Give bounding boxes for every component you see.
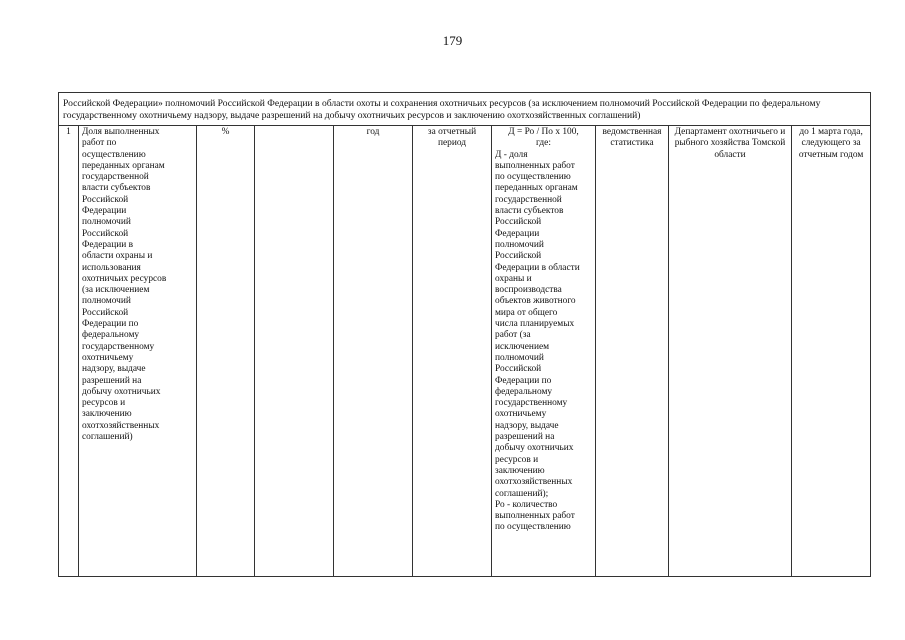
period-cell: за отчетный период [413,126,492,577]
text-line: государственному [82,341,155,352]
text-line: добычу охотничьих [82,386,161,397]
text-line: соглашений); [495,488,549,499]
text-line: Федерации в [82,239,134,250]
text-line: федеральному [495,386,553,397]
text-line: полномочий [82,296,131,307]
text-line: добычу охотничьих [495,443,574,454]
text-line: государственной [495,194,562,205]
text-line: работ (за [495,330,531,341]
text-line: Российской [82,194,129,205]
text-line: мира от общего [495,307,558,318]
indicator-table [58,92,871,577]
text-line: Д - доля [495,149,528,160]
text-line: Федерации [495,228,540,239]
text-line: полномочий [495,239,544,250]
indicator-name-cell [79,126,197,577]
empty-cell [255,126,334,577]
text-line: выполненных работ [495,160,575,171]
text-line: охотхозяйственных [495,477,573,488]
formula-cell [492,126,596,577]
text-line: государственному [495,398,568,409]
text-line: охотхозяйственных [82,420,160,431]
text-line: Российской [82,307,129,318]
deadline-cell: до 1 марта года, следующего за отчетным годом [792,126,871,577]
text-line: разрешений на [495,432,555,443]
text-line: Ро - количество [495,499,558,510]
section-header-row [59,93,871,126]
text-line: воспроизводства [495,285,562,296]
text-line: заключению [495,465,545,476]
text-line: Федерации по [495,375,552,386]
text-line: выполненных работ [495,511,575,522]
text-line: (за исключением [82,285,150,296]
section-header-cell: Российской Федерации» полномочий Российской Федерации в области охоты и сохранения охотничьих ресурсов (за исключением полномочий Российской Федерации по федеральному государственному охотничьему надзору, выдаче разрешений на добычу охотничьих ресурсов и заключению охотхозяйственных соглашений) [59,93,871,126]
text-line: числа планируемых [495,319,575,330]
text-line: надзору, выдаче [495,420,559,431]
text-line: охотничьему [82,352,134,363]
text-line: осуществлению [82,149,146,160]
source-cell: ведомственная статистика [596,126,669,577]
formula-where: где: [536,138,551,149]
text-line: надзору, выдаче [82,364,146,375]
text-line: полномочий [495,352,544,363]
text-line: по осуществлению [495,522,571,533]
text-line: охраны и [495,273,532,284]
text-line: полномочий [82,217,131,228]
text-line: Российской [495,251,542,262]
text-line: Доля выполненных [82,127,160,137]
text-line: Федерации по [82,319,139,330]
text-line: власти субъектов [82,183,151,194]
text-line: разрешений на [82,375,142,386]
text-line: Российской [82,228,129,239]
periodicity-cell: год [334,126,413,577]
page-number: 179 [442,33,463,48]
text-line: ресурсов и [495,454,539,465]
indicator-name-text [82,127,193,443]
text-line: области охраны и [82,251,153,262]
formula-description [495,150,592,534]
responsible-cell: Департамент охотничьего и рыбного хозяйства Томской области [669,126,792,577]
text-line: заключению [82,409,132,420]
text-line: Российской [495,217,542,228]
text-line: Федерации в области [495,262,580,273]
text-line: использования [82,262,141,273]
text-line: работ по [82,138,117,149]
text-line: исключением [495,341,550,352]
table-row [59,126,871,577]
row-number-cell: 1 [59,126,79,577]
text-line: федеральному [82,330,140,341]
text-line: государственной [82,172,149,183]
text-line: объектов животного [495,296,576,307]
unit-cell: % [197,126,255,577]
formula-title: Д = Ро / По х 100, [508,127,579,137]
text-line: переданных органам [495,183,578,194]
text-line: соглашений) [82,432,133,443]
text-line: по осуществлению [495,172,571,183]
text-line: охотничьему [495,409,547,420]
text-line: охотничьих ресурсов [82,273,167,284]
text-line: Федерации [82,206,127,217]
text-line: Российской [495,364,542,375]
text-line: ресурсов и [82,398,126,409]
text-line: переданных органам [82,160,165,171]
text-line: власти субъектов [495,206,564,217]
